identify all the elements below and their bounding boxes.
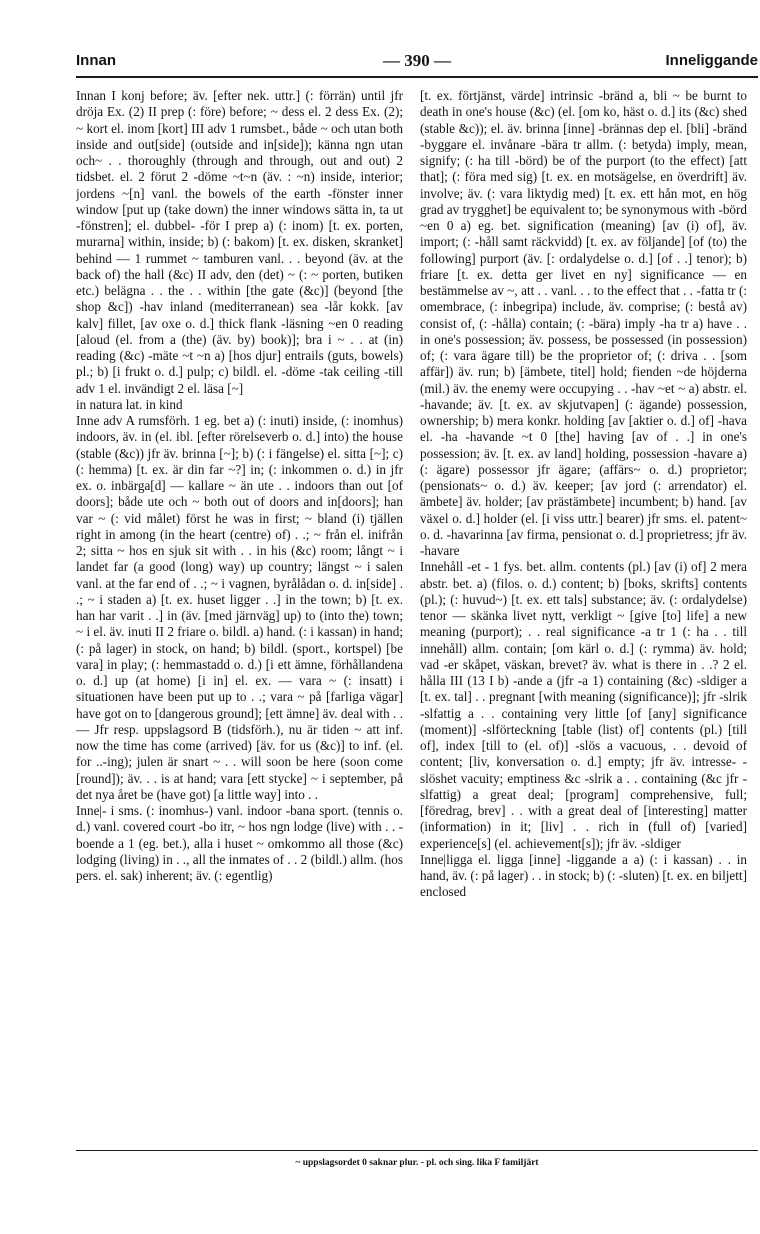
page-header [76,50,758,74]
entry-inne: Inne adv A rumsförh. 1 eg. bet a) (: inuti) inside, (: inomhus) indoors, äv. in (el. ibl. [efter rörelseverb o. d.] into) the house (stable (&c)) jfr äv. brinna [~]; b) (: i fängelse) el. sitta [~]; c) (: hemma) [t. ex. är din far ~?] in; (: inkommen o. d.) in jfr ex. o. inbärga[d] — kallare ~ än ute . . indoors than out [of doors]; både ute och ~ both out of doors and in[doors]; han var ~ (: vid målet) först he was in first; ~ bland (i) tjällen right in among (in the heart (centre) of) . .; ~ från el. inifrån 2; sitta ~ hos en sjuk sit with . . in his (&c) room; långt ~ i landet far (a good (long) way) up country; längst ~ i salen vanl. at the far end of . .; ~ i vagnen, byrålådan o. d. in[side] . .; ~ i staden a) [t. ex. huset ligger . .] in the town; b) [t. ex. han har varit . .] in (äv. [med järnväg] up) to (into the) town; ~ i el. äv. inuti II 2 friare o. bildl. a) hand. (: i kassan) in hand; (: på lager) in stock, on hand; b) bildl. (sport., kortspel) [be vara] in play; (: hemmastadd o. d.) [i ett ämne, förhållandena o. d.] up (at home) [i in] el. ex. — vara ~ (: insatt) i situationen have been put up to . .; vara ~ på [farliga vägar] have got on to [dangerous ground]; [ett ämne] äv. deal with . . — Jfr resp. uppslagsord B (tidsförh.), nu är tiden ~ att inf. now the time has come (arrived) [äv. for us (&c)] to inf. (el. for ..-ing); julen är snart ~ . . will soon be here (soon come [round]); äv. . . is at hand; vara [ett stycke] ~ i september, på det nya året be (have got) [a little way] into . . [76,413,403,802]
left-column [76,88,403,1140]
entry-innehall: Innehåll -et - 1 fys. bet. allm. contents (pl.) [av (i) of] 2 mera abstr. bet. a) (filos. o. d.) content; b) [boks, skrifts] contents (pl.); (: huvud~) [t. ex. ett tals] substance; äv. (: ordalydelse) tenor — skänka livet nytt, verkligt ~ [give [to] life] a new meaning (purport); . . real significance -a tr 1 (: ha . . till innehåll) allm. contain; [om kärl o. d.] (: rymma) äv. hold; vad -er skåpet, väskan, brevet? äv. what is there in . .? 2 el. hålla III (13 I b) -ande a (jfr -a 1) containing (&c) -sldiger a [t. ex. tal] . . pregnant [with meaning (significance)]; jfr -slrik -slfattig a . . containing very little [of [any] significance (moment)] -slförteckning [table (list) of] contents (pl.) [till of], index [till to (el. of)] -slös a vacuous, . . devoid of content; [liv, konversation o. d.] empty; jfr äv. intresse- -slöshet vacuity; emptiness &c -slrik a . . containing (&c jfr -slfattig) a great deal; [program] comprehensive, full; [föredrag, brev] . . with a great deal of [interesting] matter (information) in it; [liv] . . rich in (full of) [varied] experience[s] (el. achievement[s]); jfr äv. -sldiger [420,559,747,851]
right-column [420,88,747,1140]
entry-innan: Innan I konj before; äv. [efter nek. uttr.] (: förrän) until jfr dröja Ex. (2) II prep (: före) before; ~ dess el. 2 dess Ex. (2); ~ kort el. inom [kort] III adv 1 rumsbet., både ~ och utan both inside and out[side] (outside and in[side]); känna ngn utan och~ . . thoroughly (through and through, out and out) 2 tidsbet. el. 2 förut 2 -döme ~t~n (äv. : ~n) inside, interior; jordens ~[n] vanl. the bowels of the earth -fönster inner window [put up (take down) the inner windows sätta in, ta ut -fönstren]; el. dubbel- -för I prep a) (: inom) [t. ex. porten, murarna] within, inside; b) (: bakom) [t. ex. disken, skranket] behind — 1 rummet ~ tamburen vanl. . . beyond (äv. at the back of) the hall (&c) II adv, den (det) ~ (: ~ porten, butiken etc.) belägna . . the . . within [the gate (&c)] (beyond [the shop &c]) -hav inland (mediterranean) sea -lår kokk. [av kalv] fillet, [av oxe o. d.] thick flank -läsning ~en 0 reading [aloud (el. from a (the) (äv. by) book)]; bra i ~ . . at (in) reading (&c) -mäte ~t ~n a) [hos djur] entrails (guts, bowels) pl.; b) [i frukt o. d.] pulp; c) bildl. el. -döme -tak ceiling -till adv 1 el. invändigt 2 el. läsa [~] [76,88,403,396]
entry-inneligga: Inne|ligga el. ligga [inne] -liggande a a) (: i kassan) . . in hand, äv. (: på lager) . . in stock; b) (: -sluten) [t. ex. en biljett] enclosed [420,851,747,900]
entry-inne-compounds: Inne|- i sms. (: inomhus-) vanl. indoor -bana sport. (tennis o. d.) vanl. covered court -bo itr, ~ hos ngn lodge (live) with . . -boende a 1 (eg. bet.), alla i huset ~ omkommo all those (&c) lodging (living) in . ., all the inmates of . . 2 (bildl.) allm. (hos pers. el. sak) inherent; äv. (: egentlig) [76,803,403,883]
header-rule [76,76,758,78]
abbreviation-legend: ~ uppslagsordet 0 saknar plur. - pl. och sing. lika F familjärt [295,1158,539,1168]
header-first-word: Innan [76,52,116,69]
entry-inne-continued: [t. ex. förtjänst, värde] intrinsic -bränd a, bli ~ be burnt to death in one's house (&c) (el. [om ko, häst o. d.] its (&c) shed (stable &c)); el. äv. brinna [inne] -brännas dep el. [bli] -bränd -byggare el. invånare -bära tr allm. (: betyda) imply, mean, signify; (: ha till -börd) be of the purport (to the effect) [att that]; (: föra med sig) [t. ex. en motsägelse, en överdrift] äv. involve; äv. (: vara liktydig med) [t. ex. ett hån mot, en hög grad av trygghet] be equivalent to; be synonymous with -börd ~en 0 a) eg. bet. signification (meaning) [av (i) of], äv. import; (: -håll samt räckvidd) [t. ex. av följande] [of (to) the following] purport (äv. [: ordalydelse o. d.] [of . .] tenor); b) friare [t. ex. detta ger livet en ny] significance — en bestämmelse av ~, att . . vanl. . . to the effect that . . -fatta tr (: omembrace, (: inbegripa) include, äv. comprise; (: bestå av) consist of, (: -hålla) contain; (: -bära) imply -ha tr a) have . . in one's possession; äv. possess, be possessed (in possession) of; (: vara ägare till) be the proprietor of; (: driva . . [som affär]) äv. run; b) [ämbete, titel] hold; fienden ~de höjderna (mil.) äv. the enemy were occupying . . -hav ~et ~ a) abstr. el. -havande; äv. [t. ex. av skjutvapen] (: ägande) possession, ownership; b) mera konkr. holding [av [aktier o. d.] of] -hava el. -ha -havande ~t 0 [the] having [av of . .] in one's possession; äv. [t. ex. av land] holding, possession -havare a) (: ägare) possessor jfr ägare; (affärs~ o. d.) proprietor; (pensionats~ o. d.) äv. keeper; [av jord (: arrendator) el. ämbete] äv. holder; [av prästämbete] incumbent; b) hand. [av växel o. d.] holder (el. [i viss uttr.] bearer) jfr sms. el. patent~ o. d. -havarinna [av firma, pensionat o. d.] proprietress; jfr äv. -havare [420,88,747,558]
footer-rule [76,1150,758,1151]
header-last-word: Inneliggande [665,52,758,69]
page-number: — 390 — [383,51,451,70]
entry-in-natura: in natura lat. in kind [76,396,183,412]
